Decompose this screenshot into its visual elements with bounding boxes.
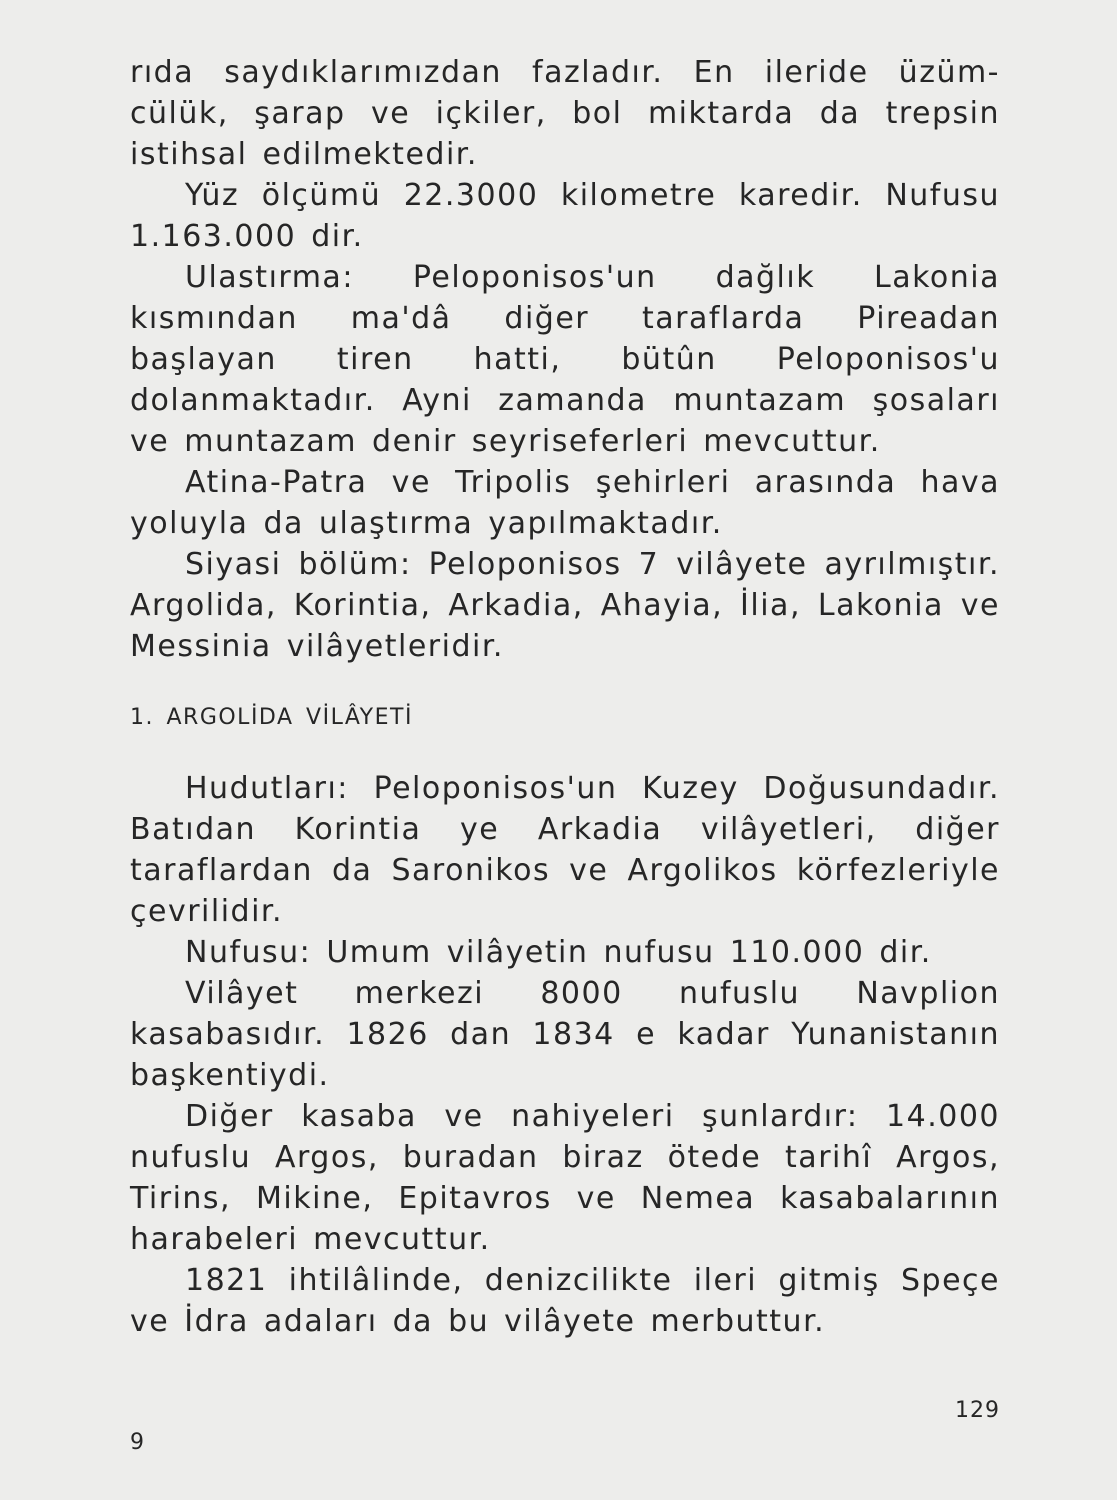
- paragraph-borders: Hudutları: Peloponisos'un Kuzey Doğusundadır. Batıdan Korintia ye Arkadia vilâyetleri, diğer taraflardan da Saronikos ve Argolikos körfezleriyle çevrilidir.: [130, 771, 1000, 929]
- paragraph-population: Nufusu: Umum vilâyetin nufusu 110.000 dir.: [185, 935, 932, 970]
- signature-mark: 9: [130, 1430, 144, 1455]
- body-text: [130, 52, 1000, 1342]
- paragraph-capital: Vilâyet merkezi 8000 nufuslu Navplion kasabasıdır. 1826 dan 1834 e kadar Yunanistanın başkentiydi.: [130, 976, 1000, 1093]
- page-number: 129: [955, 1398, 1000, 1423]
- paragraph-continuation: rıda saydıklarımızdan fazladır. En ileride üzüm-cülük, şarap ve içkiler, bol miktarda da trepsin istihsal edilmektedir.: [130, 55, 1000, 172]
- paragraph-islands: 1821 ihtilâlinde, denizcilikte ileri gitmiş Speçe ve İdra adaları da bu vilâyete merbuttur.: [130, 1263, 1000, 1339]
- paragraph-political-division: Siyasi bölüm: Peloponisos 7 vilâyete ayrılmıştır. Argolida, Korintia, Arkadia, Ahayia, İlia, Lakonia ve Messinia vilâyetleridir.: [130, 547, 1000, 664]
- paragraph-air-travel: Atina-Patra ve Tripolis şehirleri arasında hava yoluyla da ulaştırma yapılmaktadır.: [130, 465, 1000, 541]
- paragraph-towns: Diğer kasaba ve nahiyeleri şunlardır: 14.000 nufuslu Argos, buradan biraz ötede tarihî Argos, Tirins, Mikine, Epitavros ve Nemea kasabalarının harabeleri mevcuttur.: [130, 1099, 1000, 1257]
- section-heading: 1. ARGOLİDA VİLÂYETİ: [130, 705, 413, 730]
- paragraph-area: Yüz ölçümü 22.3000 kilometre karedir. Nufusu 1.163.000 dir.: [130, 178, 1000, 254]
- paragraph-transport: Ulastırma: Peloponisos'un dağlık Lakonia kısmından ma'dâ diğer taraflarda Pireadan başlayan tiren hatti, bütûn Peloponisos'u dolanmaktadır. Ayni zamanda muntazam şosaları ve muntazam denir seyriseferleri mevcuttur.: [130, 260, 1000, 459]
